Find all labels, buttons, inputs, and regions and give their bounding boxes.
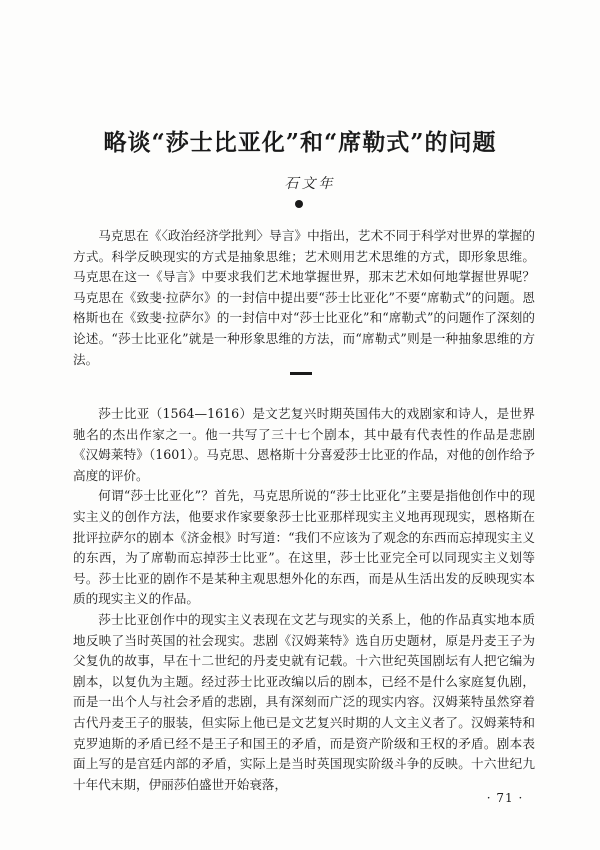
intro-section (73, 226, 535, 370)
body-section (73, 404, 535, 795)
body-paragraph-1: 莎士比亚（1564—1616）是文艺复兴时期英国伟大的戏剧家和诗人，是世界驰名的杰出作家之一。他一共写了三十七个剧本，其中最有代表性的作品是悲剧《汉姆莱特》（1601）。马克思、恩格斯十分喜爱莎士比亚的作品，对他的创作给予高度的评价。 (73, 406, 535, 483)
intro-paragraph: 马克思在《〈政治经济学批判〉导言》中指出，艺术不同于科学对世界的掌握的方式。科学反映现实的方式是抽象思维；艺术则用艺术思维的方式，即形象思维。马克思在这一《导言》中要求我们艺术地掌握世界，那末艺术如何地掌握世界呢？马克思在《致斐·拉萨尔》的一封信中提出要“莎士比亚化”不要“席勒式”的问题。恩格斯也在《致斐·拉萨尔》的一封信中对“莎士比亚化”和“席勒式”的问题作了深刻的论述。“莎士比亚化”就是一种形象思维的方法，而“席勒式”则是一种抽象思维的方法。 (73, 228, 535, 367)
body-paragraph-3: 莎士比亚创作中的现实主义表现在文艺与现实的关系上，他的作品真实地本质地反映了当时英国的社会现实。悲剧《汉姆莱特》选自历史题材，原是丹麦王子为父复仇的故事，早在十二世纪的丹麦史就有记载。十六世纪英国剧坛有人把它编为剧本，以复仇为主题。经过莎士比亚改编以后的剧本，已经不是什么家庭复仇剧，而是一出个人与社会矛盾的悲剧，具有深刻而广泛的现实内容。汉姆莱特虽然穿着古代丹麦王子的服装，但实际上他已是文艺复兴时期的人文主义者了。汉姆莱特和克罗迪斯的矛盾已经不是王子和国王的矛盾，而是资产阶级和王权的矛盾。剧本表面上写的是宫廷内部的矛盾，实际上是当时英国现实阶级斗争的反映。十六世纪九十年代末期，伊丽莎伯盛世开始衰落， (73, 611, 535, 792)
author-bullet-dot (295, 200, 303, 208)
article-title: 略谈“莎士比亚化”和“席勒式”的问题 (103, 129, 497, 156)
section-number (290, 372, 312, 375)
page-number: · 71 · (486, 791, 524, 805)
article-author: 石文年 (284, 176, 336, 192)
body-paragraph-2: 何谓“莎士比亚化”？首先，马克思所说的“莎士比亚化”主要是指他创作中的现实主义的创作方法，他要求作家要象莎士比亚那样现实主义地再现现实，恩格斯在批评拉萨尔的剧本《济金根》时写道：“我们不应该为了观念的东西而忘掉现实主义的东西，为了席勒而忘掉莎士比亚”。在这里，莎士比亚完全可以同现实主义划等号。莎士比亚的剧作不是某种主观思想外化的东西，而是从生活出发的反映现实本质的现实主义的作品。 (73, 488, 535, 607)
